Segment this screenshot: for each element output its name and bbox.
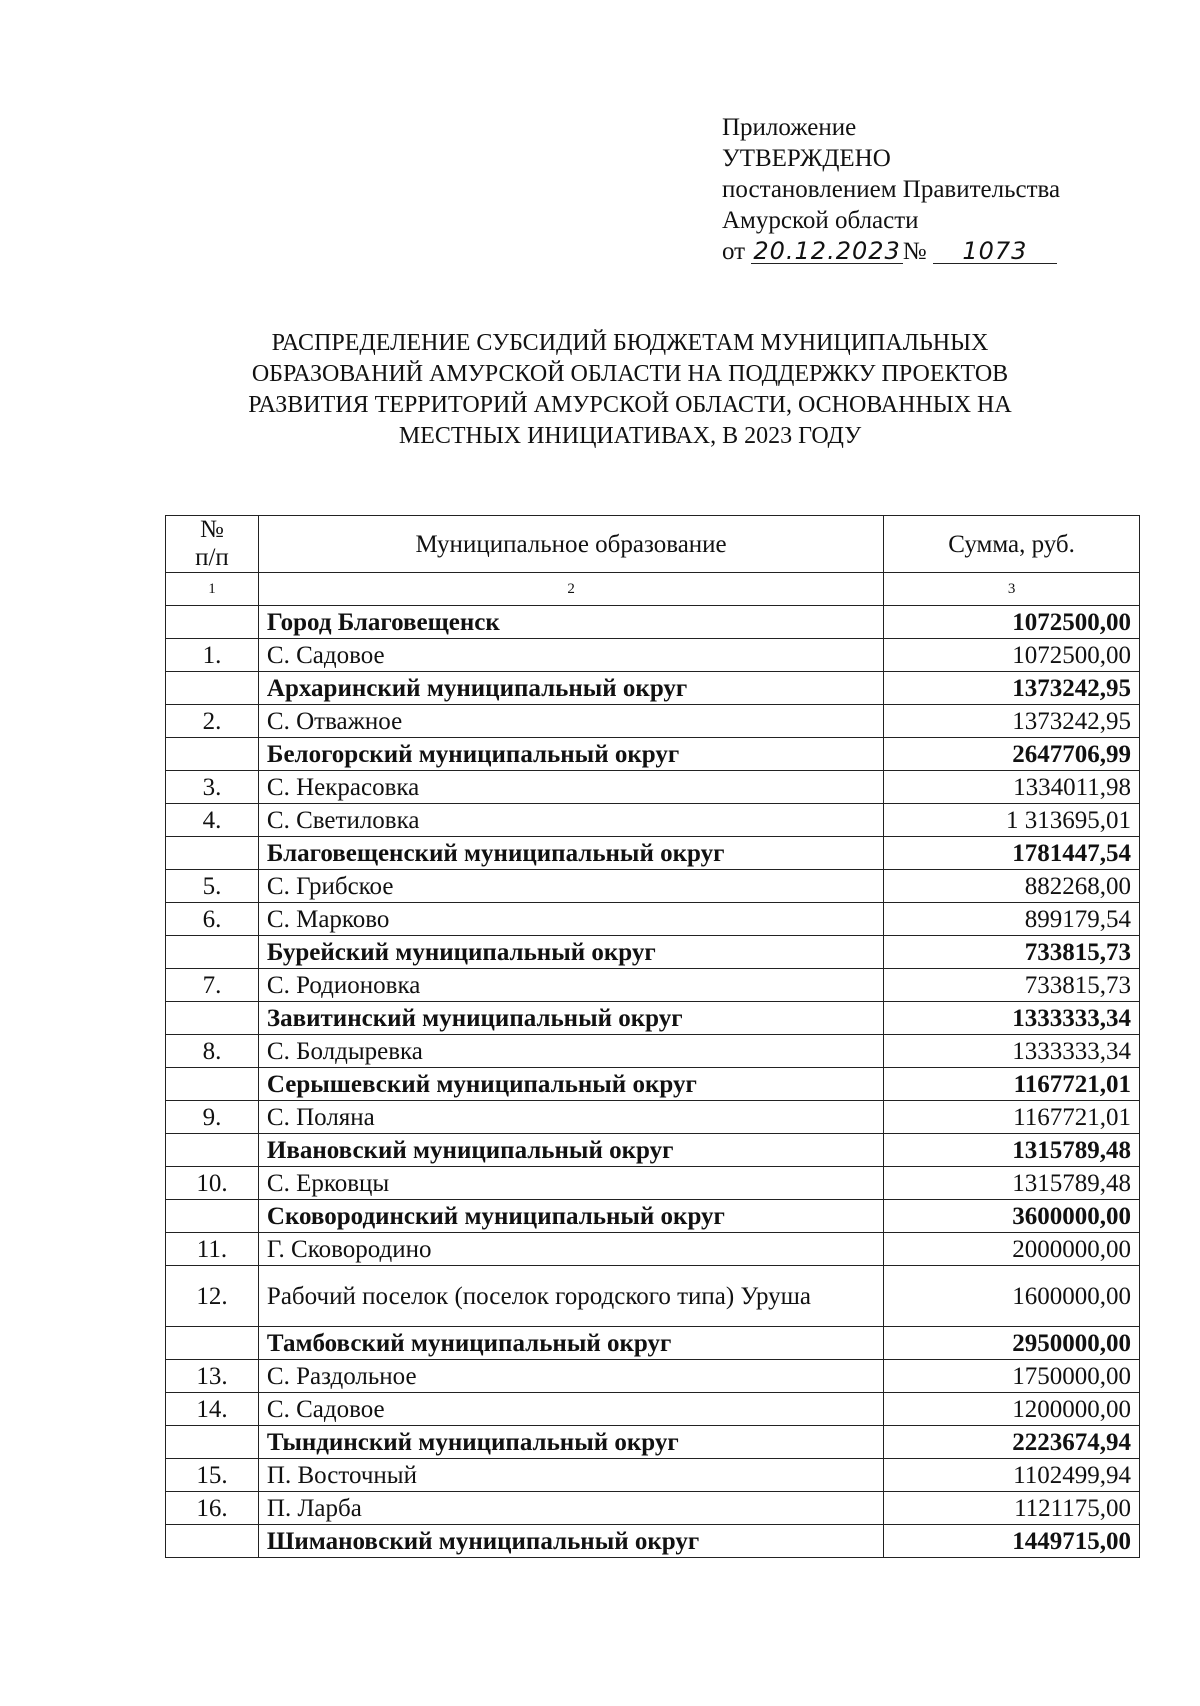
row-number: 10.	[166, 1167, 259, 1200]
row-sum: 1600000,00	[884, 1266, 1140, 1327]
row-municipality: Завитинский муниципальный округ	[258, 1002, 883, 1035]
row-number: 3.	[166, 771, 259, 804]
row-number: 14.	[166, 1393, 259, 1426]
handwritten-date: 20.12.2023	[753, 237, 901, 265]
table-row-settlement	[166, 771, 1140, 804]
table-row-district	[166, 837, 1140, 870]
row-municipality: С. Раздольное	[258, 1360, 883, 1393]
number-sign: №	[902, 238, 927, 265]
date-number-line	[722, 236, 1060, 267]
row-municipality: Архаринский муниципальный округ	[258, 672, 883, 705]
row-municipality: Серышевский муниципальный округ	[258, 1068, 883, 1101]
row-municipality: Благовещенский муниципальный округ	[258, 837, 883, 870]
row-sum: 1333333,34	[884, 1002, 1140, 1035]
row-number	[166, 1068, 259, 1101]
table-row-settlement	[166, 1459, 1140, 1492]
row-sum: 1 313695,01	[884, 804, 1140, 837]
table-row-district	[166, 1134, 1140, 1167]
row-number: 12.	[166, 1266, 259, 1327]
row-number	[166, 1200, 259, 1233]
row-sum: 1102499,94	[884, 1459, 1140, 1492]
row-number: 8.	[166, 1035, 259, 1068]
table-row-settlement	[166, 1035, 1140, 1068]
table-header-row	[166, 516, 1140, 573]
table-row-settlement	[166, 1393, 1140, 1426]
header-num	[166, 516, 259, 573]
row-sum: 1333333,34	[884, 1035, 1140, 1068]
row-municipality: С. Садовое	[258, 639, 883, 672]
table-row-district	[166, 1068, 1140, 1101]
subsidy-table	[165, 515, 1140, 1558]
row-sum: 1121175,00	[884, 1492, 1140, 1525]
row-sum: 2223674,94	[884, 1426, 1140, 1459]
row-municipality: С. Садовое	[258, 1393, 883, 1426]
document-title	[140, 328, 1120, 452]
title-line: МЕСТНЫХ ИНИЦИАТИВАХ, В 2023 ГОДУ	[398, 423, 862, 449]
row-number: 5.	[166, 870, 259, 903]
table-row-settlement	[166, 1360, 1140, 1393]
row-number	[166, 1525, 259, 1558]
title-line: РАСПРЕДЕЛЕНИЕ СУБСИДИЙ БЮДЖЕТАМ МУНИЦИПАЛЬНЫХ	[271, 330, 989, 356]
row-sum: 1167721,01	[884, 1101, 1140, 1134]
table-row-settlement	[166, 804, 1140, 837]
handwritten-number: 1073	[933, 239, 1057, 264]
table-body	[166, 606, 1140, 1558]
row-sum: 1334011,98	[884, 771, 1140, 804]
table-row-settlement	[166, 705, 1140, 738]
row-municipality: Шимановский муниципальный округ	[258, 1525, 883, 1558]
table-row-district	[166, 936, 1140, 969]
row-municipality: Тамбовский муниципальный округ	[258, 1327, 883, 1360]
row-sum: 1373242,95	[884, 672, 1140, 705]
row-number: 13.	[166, 1360, 259, 1393]
row-municipality: С. Грибское	[258, 870, 883, 903]
table-row-settlement	[166, 1492, 1140, 1525]
table-row-district	[166, 1426, 1140, 1459]
row-municipality: Бурейский муниципальный округ	[258, 936, 883, 969]
table-row-district	[166, 738, 1140, 771]
row-sum: 733815,73	[884, 936, 1140, 969]
row-sum: 1781447,54	[884, 837, 1140, 870]
row-municipality: С. Некрасовка	[258, 771, 883, 804]
table-row-settlement	[166, 1266, 1140, 1327]
table-row-settlement	[166, 903, 1140, 936]
row-municipality: С. Болдыревка	[258, 1035, 883, 1068]
column-number: 2	[258, 573, 883, 606]
resolution-label: постановлением Правительства	[722, 176, 1061, 203]
row-sum: 1373242,95	[884, 705, 1140, 738]
column-number-row	[166, 573, 1140, 606]
table-row-settlement	[166, 1101, 1140, 1134]
row-number: 11.	[166, 1233, 259, 1266]
header-sum: Сумма, руб.	[884, 516, 1140, 573]
row-sum: 2000000,00	[884, 1233, 1140, 1266]
approved-label: УТВЕРЖДЕНО	[722, 145, 891, 172]
title-line: ОБРАЗОВАНИЙ АМУРСКОЙ ОБЛАСТИ НА ПОДДЕРЖКУ ПРОЕКТОВ	[251, 361, 1009, 387]
row-number: 2.	[166, 705, 259, 738]
row-sum: 2950000,00	[884, 1327, 1140, 1360]
table-row-district	[166, 1002, 1140, 1035]
row-municipality: С. Светиловка	[258, 804, 883, 837]
row-sum: 1750000,00	[884, 1360, 1140, 1393]
title-line: РАЗВИТИЯ ТЕРРИТОРИЙ АМУРСКОЙ ОБЛАСТИ, ОСНОВАННЫХ НА	[248, 392, 1012, 418]
row-number	[166, 738, 259, 771]
table-row-settlement	[166, 1167, 1140, 1200]
row-number	[166, 837, 259, 870]
row-sum: 1200000,00	[884, 1393, 1140, 1426]
row-number: 15.	[166, 1459, 259, 1492]
approval-block	[722, 112, 1060, 267]
row-municipality: Г. Сковородино	[258, 1233, 883, 1266]
region-label: Амурской области	[722, 207, 919, 234]
row-number	[166, 1426, 259, 1459]
row-municipality: Белогорский муниципальный округ	[258, 738, 883, 771]
row-number: 16.	[166, 1492, 259, 1525]
table-row-settlement	[166, 1233, 1140, 1266]
row-number	[166, 936, 259, 969]
row-sum: 1449715,00	[884, 1525, 1140, 1558]
row-municipality: Ивановский муниципальный округ	[258, 1134, 883, 1167]
row-municipality: Сковородинский муниципальный округ	[258, 1200, 883, 1233]
row-municipality: Тындинский муниципальный округ	[258, 1426, 883, 1459]
table-row-district	[166, 672, 1140, 705]
row-sum: 733815,73	[884, 969, 1140, 1002]
row-number	[166, 1134, 259, 1167]
row-municipality: С. Родионовка	[258, 969, 883, 1002]
date-prefix: от	[722, 238, 746, 265]
column-number: 3	[884, 573, 1140, 606]
row-number	[166, 1002, 259, 1035]
row-number: 1.	[166, 639, 259, 672]
column-number: 1	[166, 573, 259, 606]
row-number	[166, 606, 259, 639]
table-row-district	[166, 1200, 1140, 1233]
table-row-district	[166, 1327, 1140, 1360]
header-num-pp: п/п	[195, 544, 229, 571]
row-municipality: С. Поляна	[258, 1101, 883, 1134]
row-sum: 1315789,48	[884, 1167, 1140, 1200]
header-municipality: Муниципальное образование	[258, 516, 883, 573]
row-municipality: П. Восточный	[258, 1459, 883, 1492]
row-sum: 882268,00	[884, 870, 1140, 903]
row-sum: 3600000,00	[884, 1200, 1140, 1233]
row-municipality: С. Марково	[258, 903, 883, 936]
row-municipality: Город Благовещенск	[258, 606, 883, 639]
row-municipality: П. Ларба	[258, 1492, 883, 1525]
table-row-settlement	[166, 969, 1140, 1002]
row-sum: 1072500,00	[884, 606, 1140, 639]
row-number	[166, 1327, 259, 1360]
row-sum: 2647706,99	[884, 738, 1140, 771]
table-row-district	[166, 1525, 1140, 1558]
row-number: 6.	[166, 903, 259, 936]
table-row-settlement	[166, 870, 1140, 903]
table-row-district	[166, 606, 1140, 639]
row-sum: 1072500,00	[884, 639, 1140, 672]
header-num-sign: №	[200, 516, 224, 543]
appendix-label: Приложение	[722, 114, 857, 141]
row-municipality: С. Ерковцы	[258, 1167, 883, 1200]
row-sum: 899179,54	[884, 903, 1140, 936]
row-municipality: Рабочий поселок (поселок городского типа) Уруша	[258, 1266, 883, 1327]
table-row-settlement	[166, 639, 1140, 672]
row-number: 9.	[166, 1101, 259, 1134]
row-municipality: С. Отважное	[258, 705, 883, 738]
row-sum: 1167721,01	[884, 1068, 1140, 1101]
row-number: 7.	[166, 969, 259, 1002]
row-number	[166, 672, 259, 705]
row-sum: 1315789,48	[884, 1134, 1140, 1167]
row-number: 4.	[166, 804, 259, 837]
